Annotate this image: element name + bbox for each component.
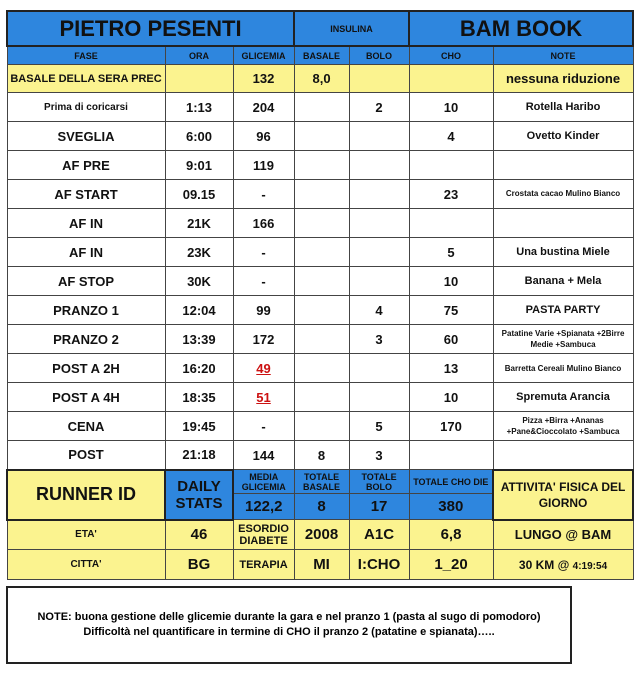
bam-book-sheet <box>6 10 626 664</box>
activity-detail <box>493 550 633 580</box>
row-fase: POST A 4H <box>7 383 165 412</box>
row-bolo: 3 <box>349 441 409 470</box>
row-basale <box>294 296 349 325</box>
row-note: Crostata cacao Mulino Bianco <box>493 180 633 209</box>
title-row <box>7 11 633 46</box>
media-glicemia-label: MEDIA GLICEMIA <box>233 470 294 494</box>
row-fase: AF IN <box>7 238 165 267</box>
row-cho: 23 <box>409 180 493 209</box>
row-ora: 23K <box>165 238 233 267</box>
row-basale <box>294 325 349 354</box>
row-ora: 19:45 <box>165 412 233 441</box>
row-bolo <box>349 151 409 180</box>
row-bolo: 2 <box>349 93 409 122</box>
table-row <box>7 238 633 267</box>
daily-stats-label: DAILY STATS <box>165 470 233 520</box>
col-ora: ORA <box>165 46 233 65</box>
row-note <box>493 209 633 238</box>
row-cho: 10 <box>409 93 493 122</box>
row-note: Banana + Mela <box>493 267 633 296</box>
notes-line-1: NOTE: buona gestione delle glicemie durante la gara e nel pranzo 1 (pasta al sugo di pomodoro) <box>37 611 541 623</box>
row-ora: 1:13 <box>165 93 233 122</box>
row-bolo <box>349 209 409 238</box>
row-cho: 5 <box>409 238 493 267</box>
row-fase: AF STOP <box>7 267 165 296</box>
profile-row-1 <box>7 520 633 550</box>
media-glicemia-value: 122,2 <box>233 494 294 520</box>
row-cho <box>409 65 493 93</box>
row-fase: AF IN <box>7 209 165 238</box>
citta-value: BG <box>165 550 233 580</box>
glycemia-table <box>6 10 634 580</box>
row-glicemia: 166 <box>233 209 294 238</box>
attivita-fisica-label: ATTIVITA' FISICA DEL GIORNO <box>493 470 633 520</box>
row-basale <box>294 93 349 122</box>
notes-line-2: Difficoltà nel quantificare in termine di CHO il pranzo 2 (patatine e spianata)….. <box>83 626 495 638</box>
row-ora: 09.15 <box>165 180 233 209</box>
row-basale <box>294 412 349 441</box>
citta-label: CITTA' <box>7 550 165 580</box>
col-bolo: BOLO <box>349 46 409 65</box>
row-ora: 21:18 <box>165 441 233 470</box>
table-row <box>7 267 633 296</box>
row-cho <box>409 441 493 470</box>
row-fase: AF START <box>7 180 165 209</box>
row-basale <box>294 209 349 238</box>
row-glicemia: - <box>233 180 294 209</box>
row-glicemia: 119 <box>233 151 294 180</box>
row-basale <box>294 383 349 412</box>
row-bolo <box>349 122 409 151</box>
col-cho: CHO <box>409 46 493 65</box>
table-row <box>7 441 633 470</box>
row-cho <box>409 151 493 180</box>
column-header-row <box>7 46 633 65</box>
row-note: Rotella Haribo <box>493 93 633 122</box>
activity-name: LUNGO @ BAM <box>493 520 633 550</box>
row-fase: BASALE DELLA SERA PREC <box>7 65 165 93</box>
col-fase: FASE <box>7 46 165 65</box>
row-glicemia: - <box>233 412 294 441</box>
row-glicemia: 96 <box>233 122 294 151</box>
row-cho: 10 <box>409 383 493 412</box>
athlete-name: PIETRO PESENTI <box>7 11 294 46</box>
row-glicemia: 172 <box>233 325 294 354</box>
insulin-header: INSULINA <box>294 11 409 46</box>
row-glicemia: 204 <box>233 93 294 122</box>
totale-cho-value: 380 <box>409 494 493 520</box>
row-note: PASTA PARTY <box>493 296 633 325</box>
row-bolo: 3 <box>349 325 409 354</box>
totale-bolo-value: 17 <box>349 494 409 520</box>
table-row <box>7 209 633 238</box>
row-bolo: 5 <box>349 412 409 441</box>
a1c-value: 6,8 <box>409 520 493 550</box>
book-title: BAM BOOK <box>409 11 633 46</box>
stats-header-row <box>7 470 633 494</box>
row-fase: Prima di coricarsi <box>7 93 165 122</box>
totale-bolo-label: TOTALE BOLO <box>349 470 409 494</box>
row-cho: 4 <box>409 122 493 151</box>
row-bolo <box>349 238 409 267</box>
row-ora: 30K <box>165 267 233 296</box>
totale-basale-value: 8 <box>294 494 349 520</box>
row-cho: 170 <box>409 412 493 441</box>
row-basale <box>294 151 349 180</box>
row-note: Barretta Cereali Mulino Bianco <box>493 354 633 383</box>
row-glicemia: 144 <box>233 441 294 470</box>
table-row <box>7 412 633 441</box>
table-row <box>7 325 633 354</box>
terapia-label: TERAPIA <box>233 550 294 580</box>
row-note: nessuna riduzione <box>493 65 633 93</box>
totale-basale-label: TOTALE BASALE <box>294 470 349 494</box>
table-row <box>7 65 633 93</box>
row-cho: 75 <box>409 296 493 325</box>
row-note: Ovetto Kinder <box>493 122 633 151</box>
row-basale: 8,0 <box>294 65 349 93</box>
row-fase: POST A 2H <box>7 354 165 383</box>
row-ora: 18:35 <box>165 383 233 412</box>
row-note <box>493 151 633 180</box>
row-cho: 13 <box>409 354 493 383</box>
row-glicemia-alert: 49 <box>233 354 294 383</box>
row-ora <box>165 65 233 93</box>
row-glicemia: - <box>233 238 294 267</box>
col-basale: BASALE <box>294 46 349 65</box>
row-ora: 6:00 <box>165 122 233 151</box>
table-row <box>7 180 633 209</box>
row-bolo <box>349 354 409 383</box>
row-cho: 10 <box>409 267 493 296</box>
a1c-label: A1C <box>349 520 409 550</box>
col-glicemia: GLICEMIA <box>233 46 294 65</box>
row-bolo <box>349 65 409 93</box>
totale-cho-label: TOTALE CHO DIE <box>409 470 493 494</box>
row-ora: 13:39 <box>165 325 233 354</box>
row-bolo: 4 <box>349 296 409 325</box>
eta-label: ETA' <box>7 520 165 550</box>
row-basale <box>294 122 349 151</box>
row-fase: POST <box>7 441 165 470</box>
col-note: NOTE <box>493 46 633 65</box>
esordio-label: ESORDIO DIABETE <box>233 520 294 550</box>
row-fase: PRANZO 1 <box>7 296 165 325</box>
activity-distance: 30 KM @ <box>518 557 570 572</box>
table-row <box>7 383 633 412</box>
row-cho <box>409 209 493 238</box>
row-basale <box>294 354 349 383</box>
row-note: Spremuta Arancia <box>493 383 633 412</box>
row-basale <box>294 267 349 296</box>
row-glicemia: 99 <box>233 296 294 325</box>
row-note: Una bustina Miele <box>493 238 633 267</box>
row-note: Patatine Varie +Spianata +2Birre Medie +Sambuca <box>493 325 633 354</box>
row-ora: 16:20 <box>165 354 233 383</box>
activity-time: 4:19:54 <box>572 560 608 572</box>
table-row <box>7 296 633 325</box>
row-glicemia: 132 <box>233 65 294 93</box>
row-fase: CENA <box>7 412 165 441</box>
row-bolo <box>349 267 409 296</box>
icho-value: 1_20 <box>409 550 493 580</box>
row-ora: 9:01 <box>165 151 233 180</box>
row-fase: SVEGLIA <box>7 122 165 151</box>
row-fase: AF PRE <box>7 151 165 180</box>
table-row <box>7 93 633 122</box>
row-note: Pizza +Birra +Ananas +Pane&Cioccolato +Sambuca <box>493 412 633 441</box>
table-row <box>7 122 633 151</box>
row-basale <box>294 238 349 267</box>
row-note <box>493 441 633 470</box>
table-row <box>7 151 633 180</box>
icho-label: I:CHO <box>349 550 409 580</box>
row-bolo <box>349 180 409 209</box>
row-basale <box>294 180 349 209</box>
row-fase: PRANZO 2 <box>7 325 165 354</box>
row-ora: 21K <box>165 209 233 238</box>
row-bolo <box>349 383 409 412</box>
row-basale: 8 <box>294 441 349 470</box>
table-row <box>7 354 633 383</box>
notes-footer <box>6 586 572 664</box>
row-cho: 60 <box>409 325 493 354</box>
terapia-value: MI <box>294 550 349 580</box>
profile-row-2 <box>7 550 633 580</box>
esordio-value: 2008 <box>294 520 349 550</box>
row-ora: 12:04 <box>165 296 233 325</box>
row-glicemia: - <box>233 267 294 296</box>
eta-value: 46 <box>165 520 233 550</box>
row-glicemia-alert: 51 <box>233 383 294 412</box>
runner-id-label: RUNNER ID <box>7 470 165 520</box>
